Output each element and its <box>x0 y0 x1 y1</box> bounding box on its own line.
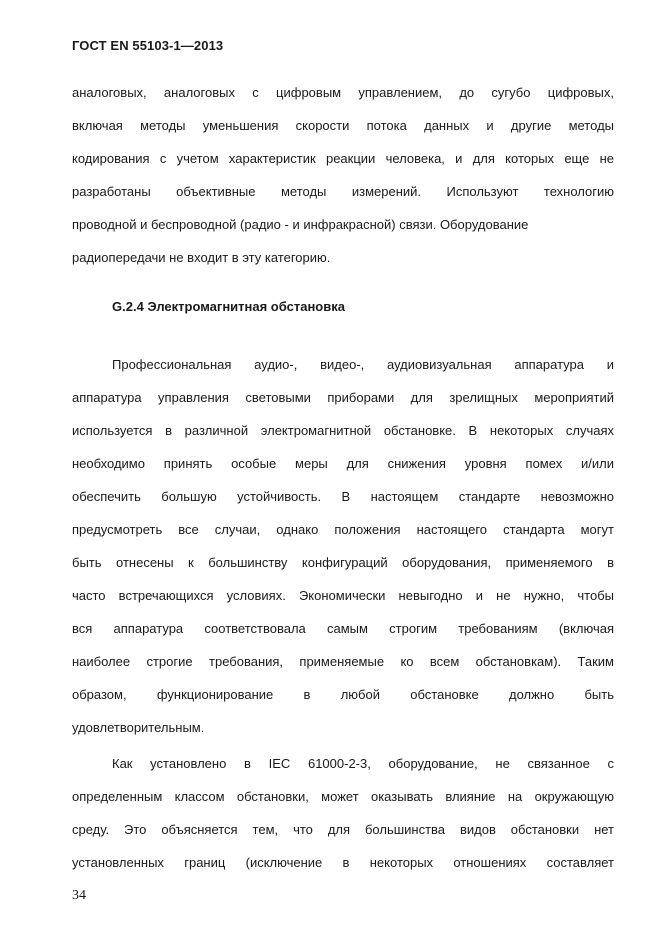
text-line: проводной и беспроводной (радио - и инфракрасной) связи. Оборудование <box>72 217 529 232</box>
text-line: включая методы уменьшения скорости потока данных и другие методы <box>72 118 614 133</box>
text-line: быть отнесены к большинству конфигураций оборудования, применяемого в <box>72 555 614 570</box>
text-line: аппаратура управления световыми приборами для зрелищных мероприятий <box>72 390 614 405</box>
text-line: вся аппаратура соответствовала самым строгим требованиям (включая <box>72 621 614 636</box>
text-line: кодирования с учетом характеристик реакции человека, и для которых еще не <box>72 151 614 166</box>
text-line: аналоговых, аналоговых с цифровым управлением, до сугубо цифровых, <box>72 85 614 100</box>
text-line: Профессиональная аудио-, видео-, аудиовизуальная аппаратура и <box>112 357 614 372</box>
text-line: часто встречающихся условиях. Экономически невыгодно и не нужно, чтобы <box>72 588 614 603</box>
text-line: необходимо принять особые меры для снижения уровня помех и/или <box>72 456 614 471</box>
document-header: ГОСТ EN 55103-1—2013 <box>72 38 224 53</box>
text-line: наиболее строгие требования, применяемые ко всем обстановкам). Таким <box>72 654 614 669</box>
text-line: используется в различной электромагнитной обстановке. В некоторых случаях <box>72 423 614 438</box>
text-line: определенным классом обстановки, может оказывать влияние на окружающую <box>72 789 614 804</box>
text-line: предусмотреть все случаи, однако положения настоящего стандарта могут <box>72 522 614 537</box>
text-line: образом, функционирование в любой обстановке должно быть <box>72 687 614 702</box>
text-line: среду. Это объясняется тем, что для большинства видов обстановки нет <box>72 822 614 837</box>
text-line: установленных границ (исключение в некоторых отношениях составляет <box>72 855 614 870</box>
text-line: разработаны объективные методы измерений. Используют технологию <box>72 184 614 199</box>
text-line: обеспечить большую устойчивость. В настоящем стандарте невозможно <box>72 489 614 504</box>
page-number: 34 <box>72 888 86 903</box>
text-line: радиопередачи не входит в эту категорию. <box>72 250 331 265</box>
section-heading: G.2.4 Электромагнитная обстановка <box>112 299 345 314</box>
text-line: Как установлено в IEC 61000-2-3, оборудование, не связанное с <box>112 756 614 771</box>
text-line: удовлетворительным. <box>72 720 205 735</box>
